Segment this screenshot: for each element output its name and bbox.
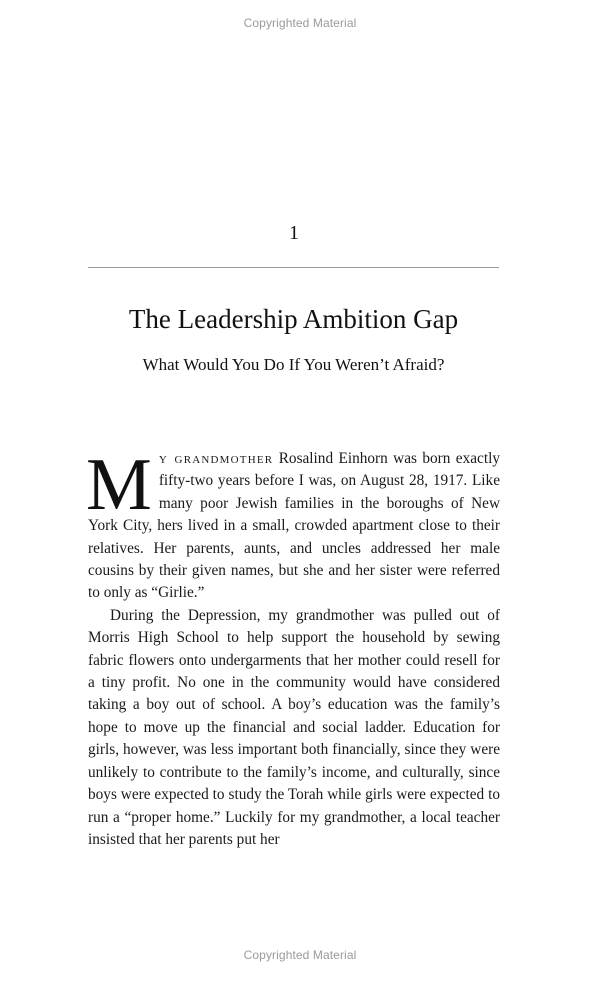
chapter-divider — [88, 267, 499, 268]
paragraph-1 — [86, 444, 500, 605]
opening-small-caps: y grandmother — [158, 450, 274, 467]
copyright-watermark-top: Copyrighted Material — [243, 16, 357, 30]
chapter-title: The Leadership Ambition Gap — [128, 304, 459, 334]
chapter-body — [86, 444, 500, 851]
copyright-watermark-bottom: Copyrighted Material — [243, 948, 357, 962]
paragraph-1-text: Rosalind Einhorn was born exactly fifty-two years before I was, on August 28, 1917. Like many poor Jewish families in the boroughs of New York City, hers lived in a small, crowded apartment close to their relatives. Her parents, aunts, and uncles addressed her male cousins by their given names, but she and her sister were referred to only as “Girlie.” — [88, 450, 500, 602]
paragraph-2: During the Depression, my grandmother was pulled out of Morris High School to help support the household by sewing fabric flowers onto undergarments that her mother could resell for a tiny profit. No one in the community would have considered taking a boy out of school. A boy’s education was the family’s hope to move up the financial and social ladder. Education for girls, however, was less important both financially, since they were unlikely to contribute to the family’s income, and culturally, since boys were expected to study the Torah while girls were expected to run a “proper home.” Luckily for my grandmother, a local teacher insisted that her parents put her — [88, 606, 500, 848]
drop-cap: M — [86, 444, 152, 526]
chapter-number: 1 — [289, 222, 299, 244]
chapter-subtitle: What Would You Do If You Weren’t Afraid? — [142, 355, 445, 374]
